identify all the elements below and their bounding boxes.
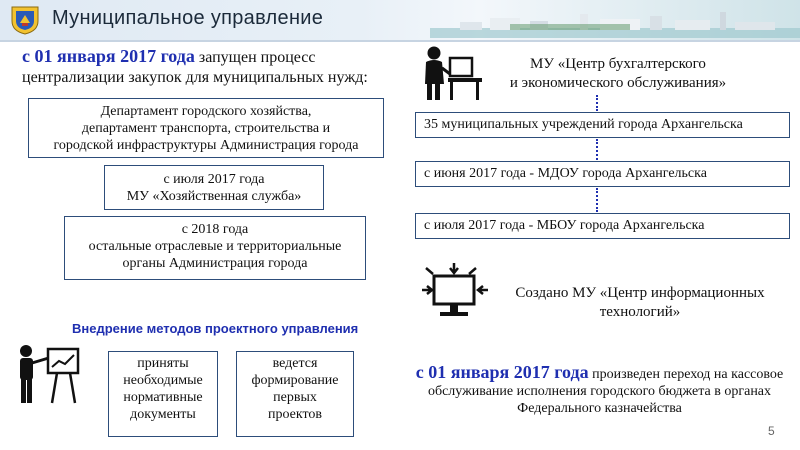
- box-line: остальные отраслевые и территориальные: [88, 239, 342, 254]
- box-line: приняты: [137, 356, 189, 371]
- title-line: и экономического обслуживания»: [509, 75, 727, 91]
- box-line: органы Администрация города: [122, 256, 308, 271]
- label-line: Создано МУ «Центр информационных: [515, 285, 765, 301]
- box-line: формирование: [251, 373, 339, 388]
- box-line: проектов: [267, 407, 323, 422]
- info-box-mdou: с июня 2017 года - МДОУ города Архангельска: [415, 161, 790, 187]
- lead-date: с 01 января 2017 года: [22, 46, 195, 66]
- treasury-text: произведен переход на кассовое обслуживание исполнения городского бюджета в органах Федерального казначейства: [427, 367, 784, 416]
- info-box-departments: [28, 98, 384, 158]
- page-number: 5: [768, 424, 775, 438]
- box-line: с 2018 года: [181, 222, 249, 237]
- methods-box-documents: [108, 351, 218, 437]
- connector-dots: [596, 188, 598, 212]
- city-emblem-icon: [10, 5, 40, 35]
- title-line: МУ «Центр бухгалтерского: [530, 56, 706, 72]
- info-box-july-2017: [104, 165, 324, 210]
- info-box-35-institutions: 35 муниципальных учреждений города Архангельска: [415, 112, 790, 138]
- box-line: необходимые: [123, 373, 203, 388]
- info-box-2018: [64, 216, 366, 280]
- accountant-desk-icon: [420, 44, 484, 102]
- box-line: с июля 2017 года: [163, 172, 265, 187]
- label-line: технологий»: [599, 304, 681, 320]
- box-line: Департамент городского хозяйства,: [100, 104, 312, 119]
- box-line: документы: [130, 407, 196, 422]
- info-box-mbou: с июля 2017 года - МБОУ города Архангельска: [415, 213, 790, 239]
- box-line: департамент транспорта, строительства и: [81, 121, 331, 136]
- presenter-icon: [12, 343, 82, 405]
- methods-heading: Внедрение методов проектного управления: [72, 321, 359, 336]
- lead-text: запущен процесс централизации закупок для муниципальных нужд:: [22, 49, 368, 86]
- methods-box-projects: [236, 351, 354, 437]
- header-divider: [0, 40, 800, 42]
- connector-dots: [596, 139, 598, 160]
- treasury-paragraph: [412, 364, 787, 417]
- page-title: Муниципальное управление: [52, 7, 324, 29]
- box-line: городской инфраструктуры Администрация города: [53, 138, 359, 153]
- box-line: первых: [273, 390, 317, 405]
- it-center-label: [505, 284, 775, 322]
- treasury-date: с 01 января 2017 года: [415, 362, 589, 382]
- computer-monitor-icon: [420, 262, 490, 322]
- box-line: ведется: [272, 356, 318, 371]
- mu-center-title: [488, 55, 748, 93]
- lead-paragraph: [22, 46, 412, 88]
- box-line: нормативные: [123, 390, 203, 405]
- box-line: МУ «Хозяйственная служба»: [126, 189, 302, 204]
- city-skyline-image: [430, 4, 800, 38]
- connector-dots: [596, 95, 598, 111]
